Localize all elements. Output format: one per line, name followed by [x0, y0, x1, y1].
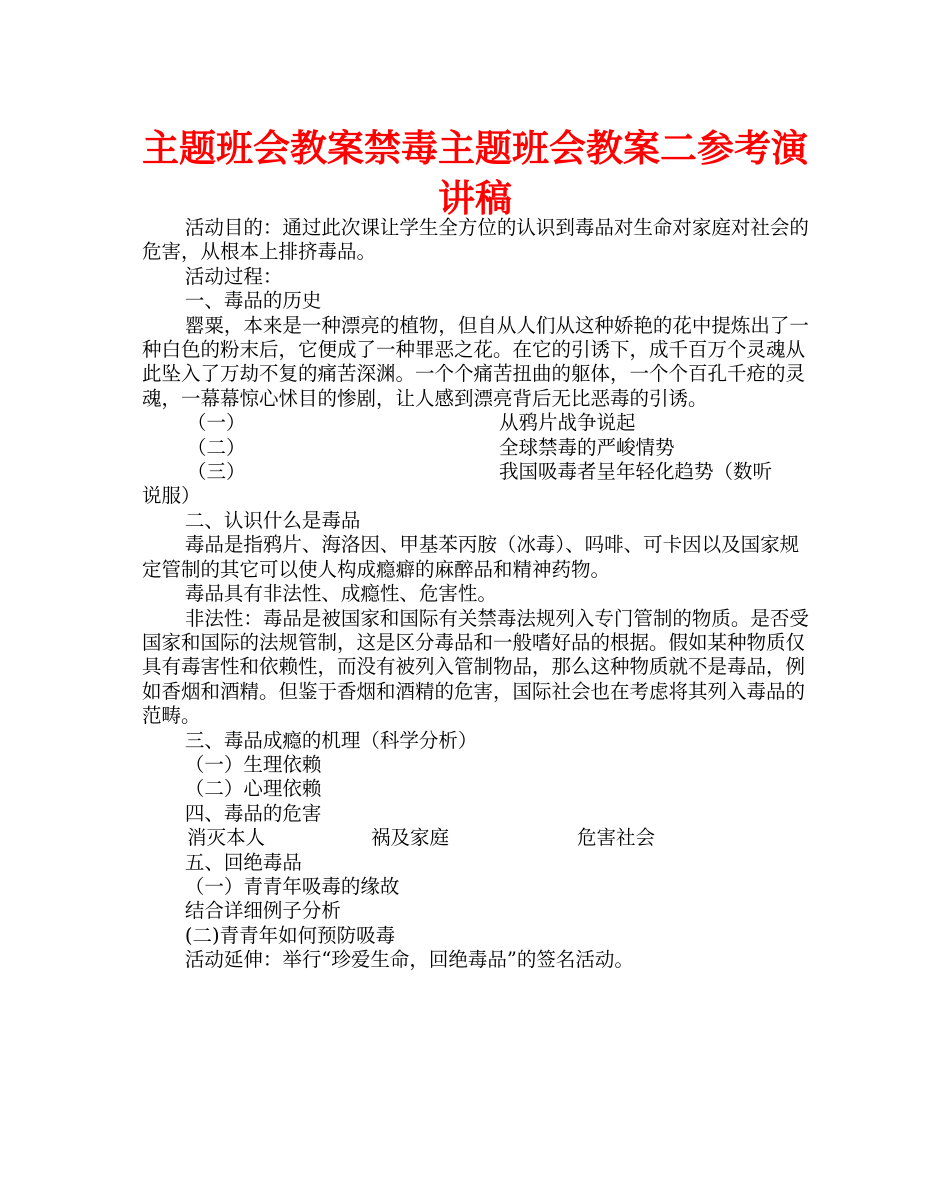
- document-body: [142, 216, 814, 973]
- harms-row: [142, 826, 814, 850]
- poppy-paragraph: 罂粟，本来是一种漂亮的植物，但自从人们从这种娇艳的花中提炼出了一种白色的粉末后，它便成了一种罪恶之花。在它的引诱下，成千百万个灵魂从此坠入了万劫不复的痛苦深渊。一个个痛苦扭曲的躯体，一个个百孔千疮的灵魂，一幕幕惊心怵目的惨剧，让人感到漂亮背后无比恶毒的引诱。: [142, 313, 809, 410]
- section-1-heading: 一、毒品的历史: [184, 289, 322, 313]
- item-number: （二）: [187, 435, 246, 459]
- definition-paragraph: 毒品是指鸦片、海洛因、甲基苯丙胺（冰毒）、吗啡、可卡因以及国家规定管制的其它可以使人构成瘾癖的麻醉品和精神药物。: [142, 533, 800, 581]
- item-text: 全球禁毒的严峻情势: [499, 435, 675, 459]
- harm-family: 祸及家庭: [371, 826, 450, 850]
- item-text: 从鸦片战争说起: [499, 411, 636, 435]
- section-3-heading: 三、毒品成瘾的机理（科学分析）: [184, 728, 478, 752]
- process-heading: 活动过程：: [184, 264, 283, 288]
- section-5-heading: 五、回绝毒品: [184, 850, 302, 874]
- illegality-paragraph: 非法性：毒品是被国家和国际有关禁毒法规列入专门管制的物质。是否受国家和国际的法规管制，这是区分毒品和一般嗜好品的根据。假如某种物质仅具有毒害性和依赖性，而没有被列入管制物品，那么这种物质就不是毒品，例如香烟和酒精。但鉴于香烟和酒精的危害，国际社会也在考虑将其列入毒品的范畴。: [142, 606, 809, 728]
- traits-paragraph: 毒品具有非法性、成瘾性、危害性。: [184, 582, 497, 606]
- item-number: （三）: [187, 460, 246, 484]
- harm-self: 消灭本人: [187, 826, 266, 850]
- section-5-item-2: (二)青青年如何预防吸毒: [184, 923, 396, 947]
- item-text: 我国吸毒者呈年轻化趋势（数听: [499, 460, 773, 484]
- section-1-item-1: [142, 411, 814, 435]
- section-5-item-1-note: 结合详细例子分析: [184, 899, 341, 923]
- purpose-paragraph: 活动目的：通过此次课让学生全方位的认识到毒品对生命对家庭对社会的危害，从根本上排挤毒品。: [142, 216, 809, 264]
- page-title: 主题班会教案禁毒主题班会教案二参考演讲稿: [142, 127, 808, 220]
- section-3-item-2: （二）心理依赖: [184, 777, 322, 801]
- section-4-heading: 四、毒品的危害: [184, 801, 322, 825]
- section-1-item-2: [142, 436, 814, 460]
- extension-paragraph: 活动延伸：举行“珍爱生命，回绝毒品”的签名活动。: [184, 948, 634, 972]
- section-1-item-3: [142, 460, 814, 484]
- section-1-item-3-continuation: 说服）: [142, 484, 201, 508]
- item-number: （一）: [187, 411, 246, 435]
- section-5-item-1: （一）青青年吸毒的缘故: [184, 874, 400, 898]
- section-3-item-1: （一）生理依赖: [184, 752, 322, 776]
- harm-society: 危害社会: [577, 826, 656, 850]
- section-2-heading: 二、认识什么是毒品: [184, 508, 361, 532]
